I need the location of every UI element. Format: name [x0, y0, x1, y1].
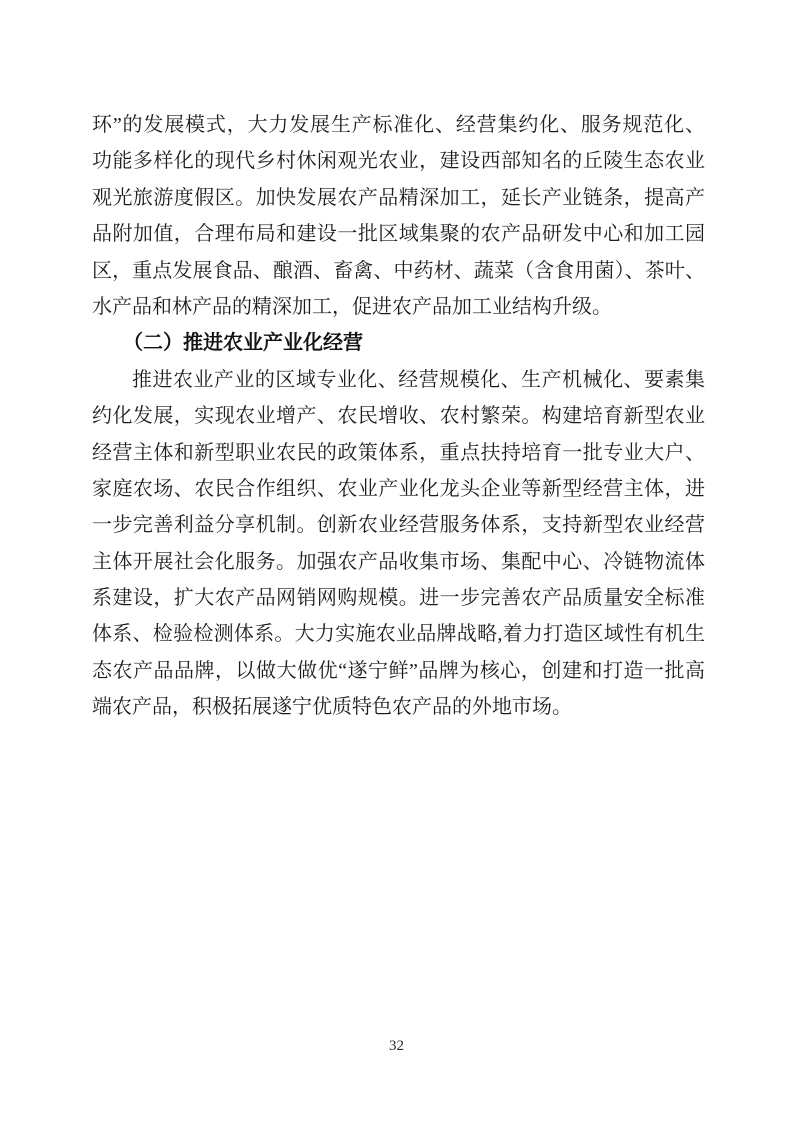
text-line: 态农产品品牌，以做大做优“遂宁鲜”品牌为核心，创建和打造一批高: [92, 659, 705, 682]
text-line: 功能多样化的现代乡村休闲观光农业，建设西部知名的丘陵生态农业: [92, 150, 705, 173]
section-heading: （二）推进农业产业化经营: [123, 332, 363, 355]
text-line: 推进农业产业的区域专业化、经营规模化、生产机械化、要素集: [132, 368, 705, 391]
text-line: 水产品和林产品的精深加工，促进农产品加工业结构升级。: [92, 295, 612, 318]
text-line: 家庭农场、农民合作组织、农业产业化龙头企业等新型经营主体，进: [92, 477, 705, 500]
text-line: 区，重点发展食品、酿酒、畜禽、中药材、蔬菜（含食用菌）、茶叶、: [92, 259, 705, 282]
text-line: 一步完善利益分享机制。创新农业经营服务体系，支持新型农业经营: [92, 514, 705, 537]
paragraph-main: [92, 362, 705, 726]
text-line: 经营主体和新型职业农民的政策体系，重点扶持培育一批专业大户、: [92, 441, 705, 464]
text-line: 端农产品，积极拓展遂宁优质特色农产品的外地市场。: [92, 696, 572, 719]
text-line: 品附加值，合理布局和建设一批区域集聚的农产品研发中心和加工园: [92, 223, 705, 246]
text-line: 主体开展社会化服务。加强农产品收集市场、集配中心、冷链物流体: [92, 550, 705, 573]
text-line: 观光旅游度假区。加快发展农产品精深加工，延长产业链条，提高产: [92, 186, 705, 209]
page-number: 32: [389, 1038, 404, 1054]
paragraph-continued: [92, 107, 705, 325]
document-body: [92, 107, 705, 726]
text-line: 系建设，扩大农产品网销网购规模。进一步完善农产品质量安全标准: [92, 587, 705, 610]
text-line: 约化发展，实现农业增产、农民增收、农村繁荣。构建培育新型农业: [92, 405, 705, 428]
text-line: 体系、检验检测体系。大力实施农业品牌战略,着力打造区域性有机生: [92, 623, 705, 646]
text-line: 环”的发展模式，大力发展生产标准化、经营集约化、服务规范化、: [92, 114, 705, 136]
